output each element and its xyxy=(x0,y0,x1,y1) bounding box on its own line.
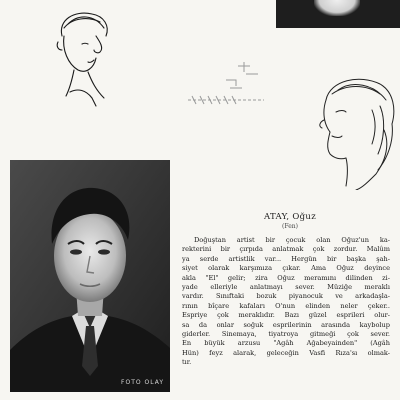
decorative-ornament xyxy=(186,60,266,110)
bio-line: sa da onlar soğuk esprilerinin arasında kaybolup xyxy=(182,320,390,329)
bio-line: yade elleriyle anlatmayı sever. Müziğe meraklı xyxy=(182,283,390,292)
bio-line: Doğuştan artist bir çocuk olan Oğuz'un ka- xyxy=(194,236,390,244)
bio-line: Espriye çok meraklıdır. Bazı güzel esprileri olur- xyxy=(182,311,390,320)
bio-line: vardır. Sınıftaki bozuk piyanocuk ve arkadaşla- xyxy=(182,292,390,301)
photo-credit: FOTO OLAY xyxy=(121,379,164,386)
caricature-sketch xyxy=(48,6,120,110)
bio-line: rının bîçare kafaları O'nun elinden neler çeker.. xyxy=(182,301,390,310)
bio-line: giderler. Sinemaya, tiyatroya gitmeği çok sever. xyxy=(182,330,390,339)
woman-portrait-sketch xyxy=(296,70,400,190)
bio-line: Hün) feyz alarak, geleceğin Vasfi Rıza'sı olmak- xyxy=(182,348,390,357)
bio-line: En büyük arzusu "Agâh Ağabeyainden" (Agâh xyxy=(182,339,390,348)
bio-line: tır. xyxy=(182,358,192,367)
student-portrait-photo xyxy=(10,160,170,392)
student-department: (Fen) xyxy=(282,223,298,230)
student-name: ATAY, Oğuz xyxy=(264,212,316,222)
bio-line: rekterini bir çırpıda anlatmak çok zordur. Malûm xyxy=(182,245,390,254)
biography-text xyxy=(182,236,390,368)
bio-line: akla "El" gelir; zira Oğuz meramını dilinden zi- xyxy=(182,273,390,282)
bio-line: ya serde artistlik var... Hergün bir başka şah- xyxy=(182,254,390,263)
cropped-photo xyxy=(276,0,400,28)
bio-line: siyet olarak karşımıza çıkar. Ama Oğuz deyince xyxy=(182,264,390,273)
